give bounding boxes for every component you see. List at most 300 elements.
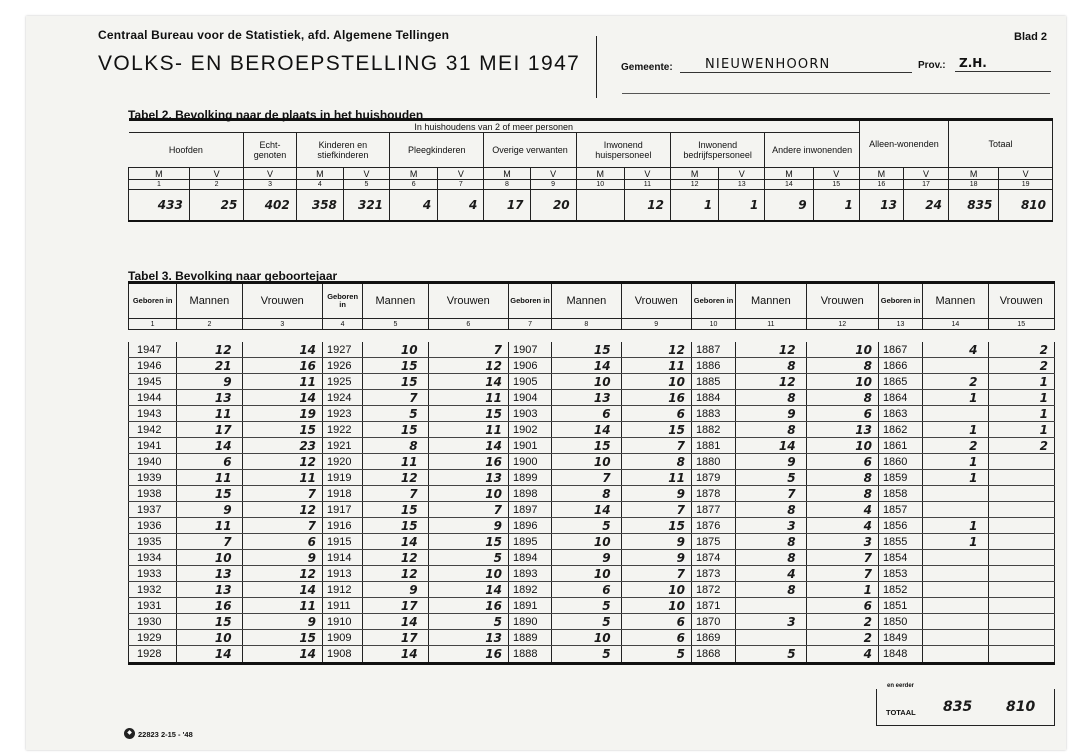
vrouwen-cell: 15 (242, 422, 322, 438)
header-divider (596, 36, 597, 98)
mannen-cell: 5 (736, 646, 806, 664)
birth-year-cell: 1902 (508, 422, 551, 438)
mannen-cell (923, 630, 988, 646)
vrouwen-cell: 6 (806, 406, 878, 422)
birth-year-cell: 1913 (323, 566, 363, 582)
mannen-cell: 1 (923, 454, 988, 470)
birth-year-cell: 1892 (508, 582, 551, 598)
t2-value-cell: 4 (438, 190, 484, 222)
birth-year-cell: 1916 (323, 518, 363, 534)
mannen-cell: 9 (736, 406, 806, 422)
vrouwen-cell: 9 (621, 550, 691, 566)
birth-year-cell: 1896 (508, 518, 551, 534)
birth-year-cell: 1905 (508, 374, 551, 390)
vrouwen-cell: 16 (621, 390, 691, 406)
birth-year-cell: 1888 (508, 646, 551, 664)
birth-year-cell: 1860 (878, 454, 922, 470)
vrouwen-cell: 10 (621, 598, 691, 614)
mannen-cell: 17 (177, 422, 242, 438)
spacer-row (129, 330, 1055, 343)
mannen-cell (736, 630, 806, 646)
mannen-cell: 8 (736, 390, 806, 406)
mannen-cell: 15 (552, 342, 621, 358)
geboren-in-header: Geboren in (129, 283, 177, 319)
vrouwen-cell (988, 582, 1054, 598)
category-andere-inwonenden: Andere inwonenden (765, 133, 860, 168)
mannen-cell (736, 598, 806, 614)
table-row (129, 422, 1055, 438)
mannen-cell: 14 (736, 438, 806, 454)
t2-mv-header: M (576, 168, 624, 180)
vrouwen-cell: 2 (988, 358, 1054, 374)
vrouwen-cell: 11 (621, 470, 691, 486)
birth-year-cell: 1859 (878, 470, 922, 486)
vrouwen-cell: 14 (242, 582, 322, 598)
vrouwen-cell (988, 470, 1054, 486)
birth-year-cell: 1922 (323, 422, 363, 438)
mannen-cell: 13 (177, 566, 242, 582)
birth-year-cell: 1900 (508, 454, 551, 470)
mannen-cell (923, 358, 988, 374)
t3-column-number: 9 (621, 319, 691, 330)
birth-year-cell: 1938 (129, 486, 177, 502)
table-row (129, 358, 1055, 374)
birth-year-cell: 1878 (691, 486, 735, 502)
birth-year-cell: 1849 (878, 630, 922, 646)
vrouwen-cell: 15 (428, 534, 508, 550)
birth-year-cell: 1927 (323, 342, 363, 358)
mannen-cell: 8 (736, 358, 806, 374)
vrouwen-cell: 15 (621, 422, 691, 438)
t3-column-number: 14 (923, 319, 988, 330)
t2-mv-header: M (765, 168, 813, 180)
birth-year-cell: 1909 (323, 630, 363, 646)
birth-year-cell: 1924 (323, 390, 363, 406)
table-row (129, 582, 1055, 598)
mannen-cell: 16 (177, 598, 242, 614)
mannen-cell: 15 (363, 422, 428, 438)
vrouwen-cell: 9 (621, 534, 691, 550)
birth-year-cell: 1908 (323, 646, 363, 664)
vrouwen-cell: 10 (806, 438, 878, 454)
vrouwen-cell: 10 (806, 342, 878, 358)
t2-mv-header: V (719, 168, 765, 180)
vrouwen-cell (988, 486, 1054, 502)
birth-year-cell: 1870 (691, 614, 735, 630)
mannen-cell: 12 (363, 470, 428, 486)
birth-year-cell: 1901 (508, 438, 551, 454)
vrouwen-cell: 7 (806, 550, 878, 566)
geboren-in-header: Geboren in (508, 283, 551, 319)
birth-year-cell: 1882 (691, 422, 735, 438)
category-huispersoneel: Inwonend huispersoneel (576, 133, 670, 168)
birth-year-cell: 1910 (323, 614, 363, 630)
t2-value-cell (576, 190, 624, 222)
vrouwen-cell: 9 (428, 518, 508, 534)
geboren-in-header: Geboren in (691, 283, 735, 319)
category-alleenwonenden: Alleen-wonenden (859, 120, 948, 168)
birth-year-cell: 1866 (878, 358, 922, 374)
table-row (129, 374, 1055, 390)
birth-year-cell: 1946 (129, 358, 177, 374)
mannen-cell: 8 (736, 534, 806, 550)
table2-household-position (128, 118, 1053, 222)
t2-column-number: 17 (903, 180, 948, 190)
birth-year-cell: 1942 (129, 422, 177, 438)
t3-column-number: 13 (878, 319, 922, 330)
vrouwen-cell: 7 (242, 486, 322, 502)
mannen-cell (923, 406, 988, 422)
mannen-cell: 7 (736, 486, 806, 502)
t2-mv-header: M (129, 168, 190, 180)
blank-line (622, 93, 1050, 94)
geboren-in-header: Geboren in (878, 283, 922, 319)
table-row (129, 566, 1055, 582)
mannen-cell: 1 (923, 470, 988, 486)
birth-year-cell: 1864 (878, 390, 922, 406)
vrouwen-cell: 16 (428, 646, 508, 664)
vrouwen-header: Vrouwen (242, 283, 322, 319)
vrouwen-cell: 6 (621, 630, 691, 646)
mannen-cell: 11 (177, 518, 242, 534)
t2-mv-header: V (813, 168, 859, 180)
mannen-cell: 10 (552, 534, 621, 550)
mannen-cell: 3 (736, 614, 806, 630)
table3-birth-year (128, 281, 1055, 665)
vrouwen-cell: 2 (988, 342, 1054, 358)
vrouwen-cell: 15 (621, 518, 691, 534)
mannen-cell: 7 (177, 534, 242, 550)
birth-year-cell: 1869 (691, 630, 735, 646)
birth-year-cell: 1947 (129, 342, 177, 358)
row-rule (128, 533, 1055, 534)
vrouwen-cell: 16 (428, 598, 508, 614)
birth-year-cell: 1858 (878, 486, 922, 502)
mannen-cell: 10 (552, 630, 621, 646)
birth-year-cell: 1906 (508, 358, 551, 374)
mannen-cell: 15 (363, 518, 428, 534)
t2-value-cell: 358 (296, 190, 343, 222)
t2-column-number: 4 (296, 180, 343, 190)
table-row (129, 598, 1055, 614)
mannen-cell: 10 (552, 454, 621, 470)
birth-year-cell: 1919 (323, 470, 363, 486)
mannen-cell: 9 (552, 550, 621, 566)
mannen-cell: 12 (736, 374, 806, 390)
vrouwen-cell: 14 (242, 646, 322, 664)
vrouwen-cell: 12 (242, 454, 322, 470)
mannen-cell: 5 (552, 518, 621, 534)
mannen-cell: 7 (552, 470, 621, 486)
totaal-label: TOTAAL (886, 708, 916, 717)
category-overige-verwanten: Overige verwanten (484, 133, 576, 168)
print-code: 22823 2-15 - '48 (138, 730, 193, 739)
birth-year-cell: 1898 (508, 486, 551, 502)
mannen-cell: 5 (552, 646, 621, 664)
t3-column-number: 15 (988, 319, 1054, 330)
vrouwen-cell: 7 (621, 502, 691, 518)
birth-year-cell: 1934 (129, 550, 177, 566)
birth-year-cell: 1853 (878, 566, 922, 582)
vrouwen-cell: 10 (806, 374, 878, 390)
mannen-cell: 2 (923, 374, 988, 390)
row-rule (128, 629, 1055, 630)
en-eerder-note: en eerder (887, 683, 915, 689)
mannen-cell: 10 (552, 374, 621, 390)
t2-value-cell: 1 (813, 190, 859, 222)
mannen-cell: 14 (552, 358, 621, 374)
t2-column-number: 10 (576, 180, 624, 190)
vrouwen-cell: 12 (242, 502, 322, 518)
vrouwen-cell: 7 (621, 438, 691, 454)
t2-mv-header: V (438, 168, 484, 180)
mannen-cell: 13 (177, 582, 242, 598)
birth-year-cell: 1939 (129, 470, 177, 486)
mannen-cell: 17 (363, 598, 428, 614)
t3-column-number: 7 (508, 319, 551, 330)
birth-year-cell: 1935 (129, 534, 177, 550)
vrouwen-cell: 1 (806, 582, 878, 598)
gemeente-label: Gemeente: (621, 62, 673, 73)
vrouwen-cell: 13 (428, 470, 508, 486)
t2-column-number: 18 (949, 180, 999, 190)
mannen-cell: 10 (552, 566, 621, 582)
t2-value-cell: 1 (719, 190, 765, 222)
t2-column-number: 3 (244, 180, 296, 190)
birth-year-cell: 1880 (691, 454, 735, 470)
vrouwen-cell: 10 (428, 486, 508, 502)
row-rule (128, 469, 1055, 470)
birth-year-cell: 1904 (508, 390, 551, 406)
t3-column-number: 6 (428, 319, 508, 330)
birth-year-cell: 1932 (129, 582, 177, 598)
table-row (129, 518, 1055, 534)
mannen-cell: 14 (552, 502, 621, 518)
mannen-cell (923, 550, 988, 566)
vrouwen-cell: 11 (428, 422, 508, 438)
t2-value-cell: 810 (999, 190, 1053, 222)
mannen-cell: 5 (363, 406, 428, 422)
gemeente-line (680, 72, 912, 73)
vrouwen-cell: 7 (806, 566, 878, 582)
birth-year-cell: 1936 (129, 518, 177, 534)
province-label: Prov.: (918, 60, 946, 71)
vrouwen-cell: 3 (806, 534, 878, 550)
birth-year-cell: 1918 (323, 486, 363, 502)
mannen-cell: 9 (177, 374, 242, 390)
mannen-cell: 10 (177, 550, 242, 566)
mannen-cell (923, 502, 988, 518)
birth-year-cell: 1890 (508, 614, 551, 630)
row-rule (128, 501, 1055, 502)
vrouwen-cell: 6 (621, 614, 691, 630)
mannen-cell: 9 (177, 502, 242, 518)
row-rule (128, 389, 1055, 390)
t3-column-number: 5 (363, 319, 428, 330)
mannen-cell: 8 (736, 422, 806, 438)
row-rule (128, 437, 1055, 438)
vrouwen-cell (988, 630, 1054, 646)
table-row (129, 390, 1055, 406)
row-rule (128, 613, 1055, 614)
mannen-cell: 14 (177, 646, 242, 664)
row-rule (128, 581, 1055, 582)
vrouwen-cell: 10 (621, 374, 691, 390)
mannen-cell: 12 (363, 550, 428, 566)
table-row (129, 454, 1055, 470)
birth-year-cell: 1867 (878, 342, 922, 358)
t2-value-cell: 12 (624, 190, 670, 222)
vrouwen-cell: 16 (428, 454, 508, 470)
mannen-cell (923, 566, 988, 582)
t2-column-number: 7 (438, 180, 484, 190)
mannen-cell: 14 (363, 646, 428, 664)
t2-value-cell: 402 (244, 190, 296, 222)
birth-year-cell: 1889 (508, 630, 551, 646)
t2-value-cell: 25 (189, 190, 244, 222)
vrouwen-cell: 5 (428, 614, 508, 630)
birth-year-cell: 1915 (323, 534, 363, 550)
mannen-header: Mannen (363, 283, 428, 319)
vrouwen-cell: 10 (428, 566, 508, 582)
vrouwen-cell: 23 (242, 438, 322, 454)
t2-column-number: 16 (859, 180, 903, 190)
t2-mv-header: M (949, 168, 999, 180)
t2-column-number: 8 (484, 180, 530, 190)
row-rule (128, 373, 1055, 374)
table-row (129, 438, 1055, 454)
row-rule (128, 565, 1055, 566)
t2-column-number: 19 (999, 180, 1053, 190)
vrouwen-cell: 14 (428, 374, 508, 390)
row-rule (128, 645, 1055, 646)
vrouwen-cell: 14 (428, 582, 508, 598)
vrouwen-cell: 4 (806, 646, 878, 664)
totaal-vrouwen: 810 (1006, 699, 1036, 715)
mannen-cell: 1 (923, 518, 988, 534)
mannen-cell: 1 (923, 534, 988, 550)
vrouwen-cell: 11 (242, 598, 322, 614)
vrouwen-cell: 1 (988, 406, 1054, 422)
t3-column-number: 3 (242, 319, 322, 330)
vrouwen-header: Vrouwen (428, 283, 508, 319)
category-echtgenoten: Echt-genoten (244, 133, 296, 168)
birth-year-cell: 1911 (323, 598, 363, 614)
vrouwen-cell: 6 (621, 406, 691, 422)
birth-year-cell: 1930 (129, 614, 177, 630)
mannen-cell (923, 646, 988, 664)
vrouwen-cell: 5 (428, 550, 508, 566)
mannen-cell: 8 (736, 582, 806, 598)
vrouwen-cell: 2 (806, 614, 878, 630)
t2-column-number: 15 (813, 180, 859, 190)
birth-year-cell: 1928 (129, 646, 177, 664)
vrouwen-cell: 15 (428, 406, 508, 422)
category-pleegkinderen: Pleegkinderen (390, 133, 484, 168)
mannen-cell: 9 (736, 454, 806, 470)
vrouwen-cell: 4 (806, 502, 878, 518)
birth-year-cell: 1933 (129, 566, 177, 582)
birth-year-cell: 1893 (508, 566, 551, 582)
mannen-cell: 8 (363, 438, 428, 454)
t2-value-cell: 321 (343, 190, 389, 222)
row-rule (128, 549, 1055, 550)
t3-column-number: 1 (129, 319, 177, 330)
vrouwen-cell: 9 (242, 550, 322, 566)
table-row (129, 406, 1055, 422)
birth-year-cell: 1929 (129, 630, 177, 646)
birth-year-cell: 1857 (878, 502, 922, 518)
vrouwen-cell: 7 (428, 502, 508, 518)
birth-year-cell: 1912 (323, 582, 363, 598)
table-row (129, 646, 1055, 664)
category-totaal: Totaal (949, 120, 1053, 168)
birth-year-cell: 1871 (691, 598, 735, 614)
vrouwen-cell: 2 (988, 438, 1054, 454)
vrouwen-cell: 4 (806, 518, 878, 534)
table-row (129, 534, 1055, 550)
table3-title: Tabel 3. Bevolking naar geboortejaar (128, 269, 338, 283)
mannen-cell: 5 (552, 598, 621, 614)
page-number: Blad 2 (1014, 31, 1048, 43)
mannen-header: Mannen (923, 283, 988, 319)
mannen-cell: 5 (736, 470, 806, 486)
t2-column-number: 14 (765, 180, 813, 190)
t2-mv-header: M (670, 168, 718, 180)
birth-year-cell: 1907 (508, 342, 551, 358)
mannen-header: Mannen (177, 283, 242, 319)
mannen-cell: 15 (177, 614, 242, 630)
t2-column-number: 6 (390, 180, 438, 190)
birth-year-cell: 1850 (878, 614, 922, 630)
mannen-cell: 3 (736, 518, 806, 534)
vrouwen-cell: 1 (988, 422, 1054, 438)
mannen-cell: 6 (552, 406, 621, 422)
mannen-cell: 11 (177, 470, 242, 486)
row-rule (128, 357, 1055, 358)
vrouwen-cell (988, 646, 1054, 664)
mannen-cell: 15 (363, 502, 428, 518)
vrouwen-cell: 16 (242, 358, 322, 374)
birth-year-cell: 1874 (691, 550, 735, 566)
printer-mark-icon: ◆ (124, 728, 135, 739)
vrouwen-cell: 7 (428, 342, 508, 358)
t2-column-number: 12 (670, 180, 718, 190)
vrouwen-cell (988, 550, 1054, 566)
vrouwen-header: Vrouwen (806, 283, 878, 319)
mannen-cell: 17 (363, 630, 428, 646)
vrouwen-cell: 14 (242, 390, 322, 406)
vrouwen-cell: 12 (242, 566, 322, 582)
t2-value-cell: 9 (765, 190, 813, 222)
vrouwen-cell: 8 (621, 454, 691, 470)
gemeente-value: NIEUWENHOORN (705, 57, 831, 72)
birth-year-cell: 1921 (323, 438, 363, 454)
t2-mv-header: V (999, 168, 1053, 180)
birth-year-cell: 1873 (691, 566, 735, 582)
mannen-cell: 12 (177, 342, 242, 358)
vrouwen-cell (988, 598, 1054, 614)
birth-year-cell: 1903 (508, 406, 551, 422)
birth-year-cell: 1914 (323, 550, 363, 566)
vrouwen-cell: 8 (806, 470, 878, 486)
birth-year-cell: 1851 (878, 598, 922, 614)
vrouwen-cell: 9 (242, 614, 322, 630)
birth-year-cell: 1865 (878, 374, 922, 390)
row-rule (128, 485, 1055, 486)
mannen-cell: 14 (363, 534, 428, 550)
birth-year-cell: 1875 (691, 534, 735, 550)
